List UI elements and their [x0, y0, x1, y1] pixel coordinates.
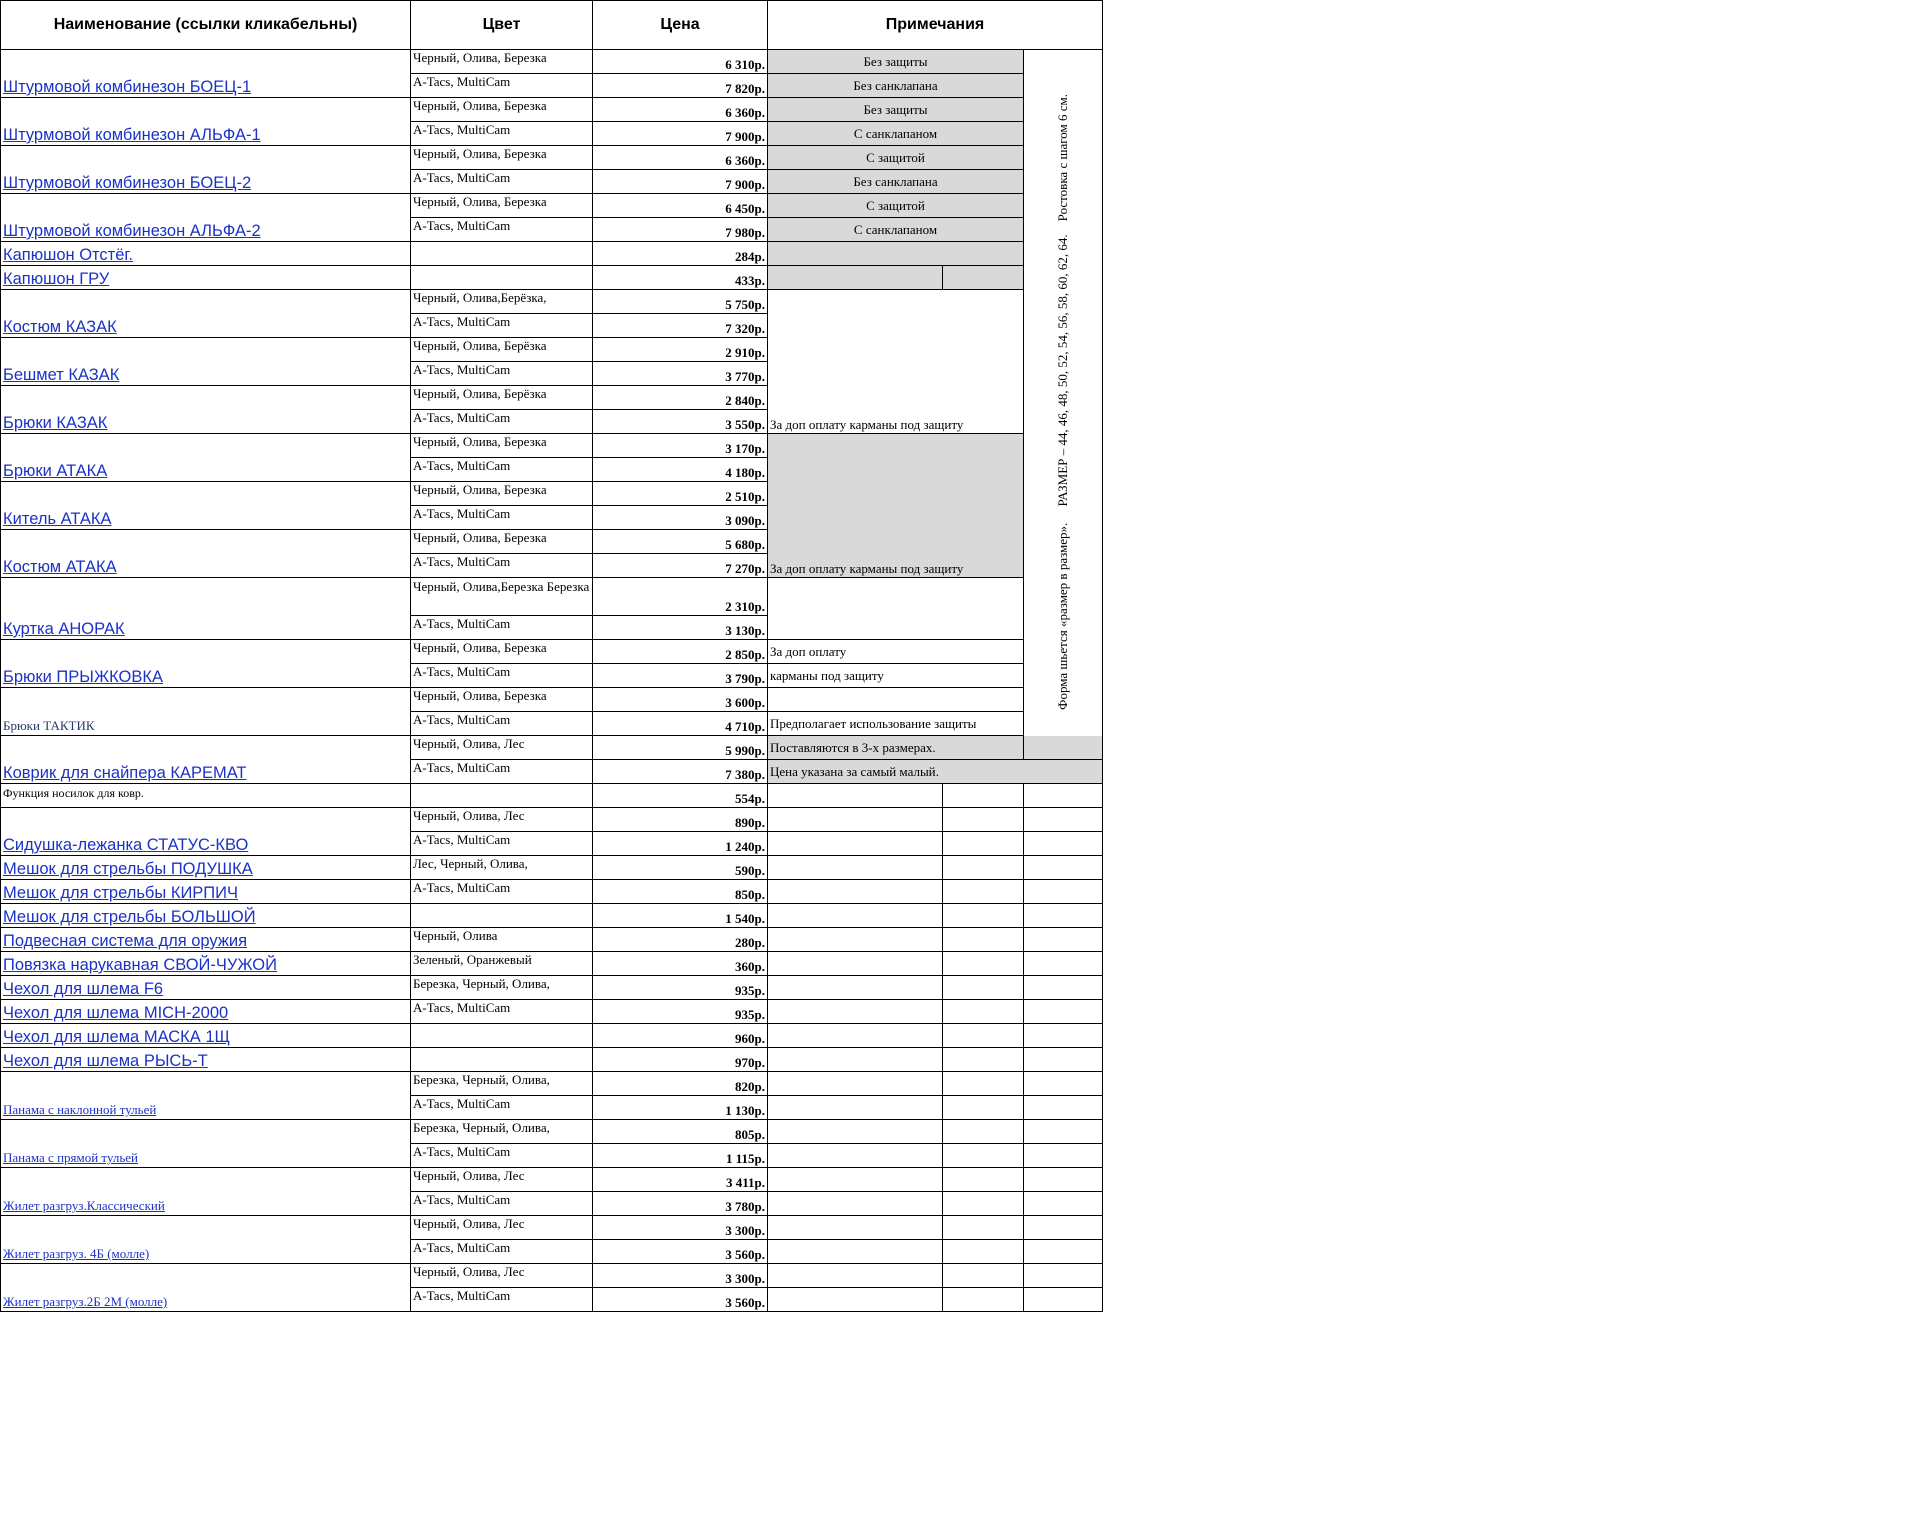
price-cell: 7 380р.	[593, 760, 768, 784]
color-cell: A-Tacs, MultiCam	[411, 314, 593, 338]
note-cell	[943, 784, 1024, 808]
price-cell: 2 850р.	[593, 640, 768, 664]
note-cell	[943, 880, 1024, 904]
color-cell: A-Tacs, MultiCam	[411, 362, 593, 386]
note-cell	[1024, 1288, 1103, 1312]
note-cell	[768, 1216, 943, 1240]
note-cell	[943, 266, 1024, 290]
color-cell: Черный, Олива, Березка	[411, 530, 593, 554]
color-cell: A-Tacs, MultiCam	[411, 410, 593, 434]
note-cell	[1024, 1072, 1103, 1096]
color-cell: A-Tacs, MultiCam	[411, 506, 593, 530]
note-cell	[1024, 1120, 1103, 1144]
table-row	[1, 1168, 1103, 1192]
note-cell	[1024, 808, 1103, 832]
table-row	[1, 880, 1103, 904]
product-name-cell	[1, 386, 411, 434]
color-cell: A-Tacs, MultiCam	[411, 880, 593, 904]
price-cell: 3 170р.	[593, 434, 768, 458]
note-cell	[943, 1288, 1024, 1312]
color-cell: Черный, Олива, Берёзка	[411, 386, 593, 410]
price-cell: 554р.	[593, 784, 768, 808]
price-cell: 1 240р.	[593, 832, 768, 856]
price-table	[0, 0, 1103, 1312]
product-link[interactable]: Костюм АТАКА	[3, 558, 117, 576]
product-name-cell	[1, 578, 411, 640]
product-name-cell	[1, 290, 411, 338]
product-link[interactable]: Капюшон Отстёг.	[3, 246, 133, 264]
table-row	[1, 194, 1103, 218]
table-row	[1, 242, 1103, 266]
note-cell	[1024, 1000, 1103, 1024]
table-row	[1, 1000, 1103, 1024]
price-cell: 2 510р.	[593, 482, 768, 506]
note-cell	[768, 242, 1024, 266]
table-row	[1, 146, 1103, 170]
color-cell: Черный, Олива, Березка	[411, 688, 593, 712]
note-cell	[768, 1264, 943, 1288]
price-cell: 6 360р.	[593, 98, 768, 122]
color-cell: Зеленый, Оранжевый	[411, 952, 593, 976]
price-cell: 5 750р.	[593, 290, 768, 314]
table-row	[1, 928, 1103, 952]
table-row	[1, 1072, 1103, 1096]
color-cell: Черный, Олива, Березка	[411, 434, 593, 458]
product-label: Брюки ТАКТИК	[3, 718, 95, 733]
price-cell: 3 600р.	[593, 688, 768, 712]
note-cell	[768, 832, 943, 856]
note-cell	[768, 1096, 943, 1120]
color-cell: A-Tacs, MultiCam	[411, 664, 593, 688]
price-cell: 3 300р.	[593, 1216, 768, 1240]
header-price: Цена	[593, 1, 768, 50]
product-link[interactable]: Костюм КАЗАК	[3, 318, 117, 336]
color-cell: Черный, Олива	[411, 928, 593, 952]
product-link[interactable]: Мешок для стрельбы ПОДУШКА	[3, 860, 253, 878]
note-cell	[1024, 1168, 1103, 1192]
note-cell	[943, 832, 1024, 856]
note-cell	[768, 266, 943, 290]
color-cell: A-Tacs, MultiCam	[411, 1096, 593, 1120]
price-cell: 1 130р.	[593, 1096, 768, 1120]
header-row	[1, 1, 1103, 50]
product-name-cell	[1, 50, 411, 98]
price-cell: 590р.	[593, 856, 768, 880]
product-link[interactable]: Жилет разгруз.2Б 2М (молле)	[3, 1294, 168, 1309]
product-name-cell	[1, 1168, 411, 1216]
color-cell: Березка, Черный, Олива,	[411, 1072, 593, 1096]
color-cell: A-Tacs, MultiCam	[411, 712, 593, 736]
price-cell: 3 411р.	[593, 1168, 768, 1192]
color-cell: Черный, Олива, Березка	[411, 98, 593, 122]
color-cell: A-Tacs, MultiCam	[411, 122, 593, 146]
product-name-cell	[1, 1024, 411, 1048]
color-cell: A-Tacs, MultiCam	[411, 1000, 593, 1024]
note-cell	[1024, 928, 1103, 952]
color-cell: Березка, Черный, Олива,	[411, 976, 593, 1000]
price-cell: 935р.	[593, 976, 768, 1000]
note-cell	[943, 1192, 1024, 1216]
note-cell	[768, 952, 943, 976]
product-link[interactable]: Панама с наклонной тульей	[3, 1102, 157, 1117]
note-cell: С санклапаном	[768, 218, 1024, 242]
price-cell: 5 990р.	[593, 736, 768, 760]
product-name-cell	[1, 688, 411, 736]
color-cell: Черный, Олива, Лес	[411, 1168, 593, 1192]
note-cell	[943, 1000, 1024, 1024]
note-cell: С санклапаном	[768, 122, 1024, 146]
size-note: Форма шьется «размер в размер». РАЗМЕР – 44, 46, 48, 50, 52, 54, 56, 58, 60, 62, 64. Ростовка с шагом 6 см.	[1055, 94, 1070, 710]
price-cell: 935р.	[593, 1000, 768, 1024]
note-cell	[768, 578, 1024, 640]
product-link[interactable]: Штурмовой комбинезон БОЕЦ-1	[3, 78, 252, 96]
color-cell: Черный, Олива, Лес	[411, 808, 593, 832]
color-cell: Черный, Олива,Березка Березка	[411, 578, 593, 616]
table-row	[1, 640, 1103, 664]
product-link[interactable]: Брюки КАЗАК	[3, 414, 108, 432]
price-cell: 960р.	[593, 1024, 768, 1048]
note-cell	[1024, 1264, 1103, 1288]
price-cell: 7 320р.	[593, 314, 768, 338]
price-cell: 7 980р.	[593, 218, 768, 242]
note-cell	[768, 976, 943, 1000]
product-link[interactable]: Куртка АНОРАК	[3, 620, 125, 638]
color-cell	[411, 1048, 593, 1072]
price-cell: 4 180р.	[593, 458, 768, 482]
price-cell: 3 790р.	[593, 664, 768, 688]
product-name-cell	[1, 976, 411, 1000]
product-name-cell	[1, 194, 411, 242]
color-cell: Черный, Олива, Березка	[411, 146, 593, 170]
note-cell: Без санклапана	[768, 74, 1024, 98]
header-notes: Примечания	[768, 1, 1103, 50]
note-cell	[1024, 1216, 1103, 1240]
note-cell	[768, 1168, 943, 1192]
note-cell	[768, 1024, 943, 1048]
price-cell: 3 780р.	[593, 1192, 768, 1216]
price-cell: 3 130р.	[593, 616, 768, 640]
product-name-cell	[1, 434, 411, 482]
color-cell: Черный, Олива, Лес	[411, 736, 593, 760]
price-cell: 7 900р.	[593, 122, 768, 146]
product-link[interactable]: Коврик для снайпера КАРЕМАТ	[3, 764, 247, 782]
note-cell	[1024, 1096, 1103, 1120]
price-cell: 3 560р.	[593, 1240, 768, 1264]
color-cell: A-Tacs, MultiCam	[411, 1144, 593, 1168]
color-cell	[411, 784, 593, 808]
product-name-cell	[1, 146, 411, 194]
note-cell: Цена указана за самый малый.	[768, 760, 1103, 784]
note-cell-ataka: За доп оплату карманы под защиту	[768, 434, 1024, 578]
price-cell: 1 115р.	[593, 1144, 768, 1168]
note-cell	[943, 1024, 1024, 1048]
color-cell: A-Tacs, MultiCam	[411, 170, 593, 194]
color-cell: Черный, Олива, Березка	[411, 640, 593, 664]
product-link[interactable]: Китель АТАКА	[3, 510, 112, 528]
product-link[interactable]: Мешок для стрельбы КИРПИЧ	[3, 884, 239, 902]
price-cell: 890р.	[593, 808, 768, 832]
note-cell	[943, 904, 1024, 928]
table-row	[1, 98, 1103, 122]
note-cell	[943, 1168, 1024, 1192]
note-cell	[943, 1240, 1024, 1264]
note-cell	[768, 1240, 943, 1264]
price-cell: 3 550р.	[593, 410, 768, 434]
note-cell	[768, 904, 943, 928]
color-cell	[411, 266, 593, 290]
note-cell	[1024, 1048, 1103, 1072]
note-cell	[1024, 856, 1103, 880]
note-cell	[943, 856, 1024, 880]
note-cell	[1024, 976, 1103, 1000]
price-cell: 5 680р.	[593, 530, 768, 554]
price-cell: 6 450р.	[593, 194, 768, 218]
color-cell: Березка, Черный, Олива,	[411, 1120, 593, 1144]
product-name-cell	[1, 1072, 411, 1120]
product-link[interactable]: Чехол для шлема РЫСЬ-Т	[3, 1052, 208, 1070]
color-cell: A-Tacs, MultiCam	[411, 218, 593, 242]
color-cell: Черный, Олива, Берёзка	[411, 338, 593, 362]
product-name-cell	[1, 904, 411, 928]
price-cell: 360р.	[593, 952, 768, 976]
note-cell	[1024, 1144, 1103, 1168]
table-row	[1, 266, 1103, 290]
product-name-cell	[1, 640, 411, 688]
price-cell: 2 310р.	[593, 578, 768, 616]
product-link[interactable]: Сидушка-лежанка СТАТУС-КВО	[3, 836, 249, 854]
table-row	[1, 736, 1103, 760]
table-row	[1, 578, 1103, 616]
table-row	[1, 434, 1103, 458]
note-cell	[768, 1288, 943, 1312]
note-cell: С защитой	[768, 146, 1024, 170]
color-cell: A-Tacs, MultiCam	[411, 616, 593, 640]
color-cell: Черный, Олива, Березка	[411, 50, 593, 74]
product-link[interactable]: Жилет разгруз. 4Б (молле)	[3, 1246, 150, 1261]
table-row	[1, 1048, 1103, 1072]
product-label: Функция носилок для ковр.	[3, 786, 144, 800]
price-cell: 3 300р.	[593, 1264, 768, 1288]
product-name-cell	[1, 808, 411, 856]
product-name-cell	[1, 242, 411, 266]
price-cell: 3 770р.	[593, 362, 768, 386]
note-cell	[943, 1120, 1024, 1144]
table-row	[1, 856, 1103, 880]
color-cell: A-Tacs, MultiCam	[411, 458, 593, 482]
product-name-cell	[1, 856, 411, 880]
color-cell	[411, 1024, 593, 1048]
note-cell	[768, 1192, 943, 1216]
note-cell: карманы под защиту	[768, 664, 1024, 688]
color-cell: A-Tacs, MultiCam	[411, 1288, 593, 1312]
product-link[interactable]: Капюшон ГРУ	[3, 270, 110, 288]
price-cell: 4 710р.	[593, 712, 768, 736]
price-cell: 2 910р.	[593, 338, 768, 362]
note-cell	[943, 1216, 1024, 1240]
price-cell: 7 900р.	[593, 170, 768, 194]
header-name: Наименование (ссылки кликабельны)	[1, 1, 411, 50]
note-cell	[943, 1096, 1024, 1120]
color-cell: A-Tacs, MultiCam	[411, 74, 593, 98]
color-cell: Черный, Олива,Берёзка,	[411, 290, 593, 314]
product-link[interactable]: Мешок для стрельбы БОЛЬШОЙ	[3, 908, 256, 926]
table-row	[1, 784, 1103, 808]
table-row	[1, 976, 1103, 1000]
note-cell	[768, 856, 943, 880]
product-link[interactable]: Штурмовой комбинезон АЛЬФА-2	[3, 222, 261, 240]
table-row	[1, 808, 1103, 832]
note-cell: Без санклапана	[768, 170, 1024, 194]
size-note-cell	[1024, 50, 1103, 760]
price-cell: 6 310р.	[593, 50, 768, 74]
product-link[interactable]: Повязка нарукавная СВОЙ-ЧУЖОЙ	[3, 956, 277, 974]
color-cell: Черный, Олива, Березка	[411, 482, 593, 506]
note-cell: Предполагает использование защиты	[768, 712, 1024, 736]
product-link[interactable]: Чехол для шлема MICH-2000	[3, 1004, 229, 1022]
note-cell	[768, 1144, 943, 1168]
product-link[interactable]: Брюки АТАКА	[3, 462, 108, 480]
color-cell: Черный, Олива, Березка	[411, 194, 593, 218]
price-cell: 1 540р.	[593, 904, 768, 928]
note-cell	[768, 928, 943, 952]
product-name-cell	[1, 1120, 411, 1168]
price-cell: 850р.	[593, 880, 768, 904]
note-cell	[943, 1048, 1024, 1072]
price-cell: 3 090р.	[593, 506, 768, 530]
product-link[interactable]: Подвесная система для оружия	[3, 932, 248, 950]
product-name-cell	[1, 1216, 411, 1264]
note-cell	[943, 1144, 1024, 1168]
table-row	[1, 952, 1103, 976]
table-row	[1, 50, 1103, 74]
note-cell	[768, 880, 943, 904]
note-cell-kazak: За доп оплату карманы под защиту	[768, 290, 1024, 434]
product-name-cell	[1, 736, 411, 784]
note-cell	[1024, 1192, 1103, 1216]
product-link[interactable]: Жилет разгруз.Классический	[3, 1198, 165, 1213]
table-row	[1, 1216, 1103, 1240]
note-cell: С защитой	[768, 194, 1024, 218]
note-cell	[943, 952, 1024, 976]
product-name-cell	[1, 928, 411, 952]
product-name-cell	[1, 98, 411, 146]
product-name-cell	[1, 880, 411, 904]
price-cell: 284р.	[593, 242, 768, 266]
header-color: Цвет	[411, 1, 593, 50]
price-cell: 970р.	[593, 1048, 768, 1072]
product-link[interactable]: Чехол для шлема МАСКА 1Щ	[3, 1028, 230, 1046]
color-cell: Лес, Черный, Олива,	[411, 856, 593, 880]
note-cell	[943, 976, 1024, 1000]
price-cell: 6 360р.	[593, 146, 768, 170]
color-cell: A-Tacs, MultiCam	[411, 832, 593, 856]
note-cell	[768, 1000, 943, 1024]
color-cell: Черный, Олива, Лес	[411, 1216, 593, 1240]
note-cell	[1024, 904, 1103, 928]
note-cell	[943, 808, 1024, 832]
color-cell: A-Tacs, MultiCam	[411, 1192, 593, 1216]
note-cell	[1024, 1240, 1103, 1264]
note-cell	[768, 688, 1024, 712]
table-row	[1, 1024, 1103, 1048]
note-cell	[1024, 1024, 1103, 1048]
color-cell	[411, 904, 593, 928]
note-cell	[1024, 952, 1103, 976]
note-cell: Без защиты	[768, 98, 1024, 122]
price-cell: 7 270р.	[593, 554, 768, 578]
table-row	[1, 1264, 1103, 1288]
product-link[interactable]: Чехол для шлема F6	[3, 980, 164, 998]
price-cell: 805р.	[593, 1120, 768, 1144]
price-cell: 7 820р.	[593, 74, 768, 98]
table-row	[1, 688, 1103, 712]
product-name-cell	[1, 784, 411, 808]
note-cell: За доп оплату	[768, 640, 1024, 664]
note-cell	[768, 1072, 943, 1096]
color-cell: Черный, Олива, Лес	[411, 1264, 593, 1288]
price-cell: 280р.	[593, 928, 768, 952]
price-cell: 820р.	[593, 1072, 768, 1096]
product-link[interactable]: Штурмовой комбинезон БОЕЦ-2	[3, 174, 252, 192]
color-cell: A-Tacs, MultiCam	[411, 1240, 593, 1264]
product-link[interactable]: Панама с прямой тульей	[3, 1150, 139, 1165]
note-cell	[1024, 784, 1103, 808]
note-cell	[768, 784, 943, 808]
price-cell: 3 560р.	[593, 1288, 768, 1312]
note-cell	[1024, 880, 1103, 904]
product-link[interactable]: Штурмовой комбинезон АЛЬФА-1	[3, 126, 261, 144]
note-cell: Без защиты	[768, 50, 1024, 74]
note-cell	[943, 1072, 1024, 1096]
note-cell	[943, 1264, 1024, 1288]
product-name-cell	[1, 482, 411, 530]
note-cell	[943, 928, 1024, 952]
table-row	[1, 904, 1103, 928]
product-name-cell	[1, 1264, 411, 1312]
color-cell	[411, 242, 593, 266]
product-name-cell	[1, 1000, 411, 1024]
product-name-cell	[1, 266, 411, 290]
color-cell: A-Tacs, MultiCam	[411, 760, 593, 784]
product-link[interactable]: Брюки ПРЫЖКОВКА	[3, 668, 163, 686]
product-link[interactable]: Бешмет КАЗАК	[3, 366, 120, 384]
note-cell	[1024, 832, 1103, 856]
product-name-cell	[1, 338, 411, 386]
note-cell	[768, 1048, 943, 1072]
price-cell: 2 840р.	[593, 386, 768, 410]
table-row	[1, 1120, 1103, 1144]
product-name-cell	[1, 952, 411, 976]
color-cell: A-Tacs, MultiCam	[411, 554, 593, 578]
product-name-cell	[1, 530, 411, 578]
note-cell	[768, 808, 943, 832]
product-name-cell	[1, 1048, 411, 1072]
table-row	[1, 290, 1103, 314]
note-cell: Поставляются в 3-х размерах.	[768, 736, 1103, 760]
note-cell	[768, 1120, 943, 1144]
price-cell: 433р.	[593, 266, 768, 290]
